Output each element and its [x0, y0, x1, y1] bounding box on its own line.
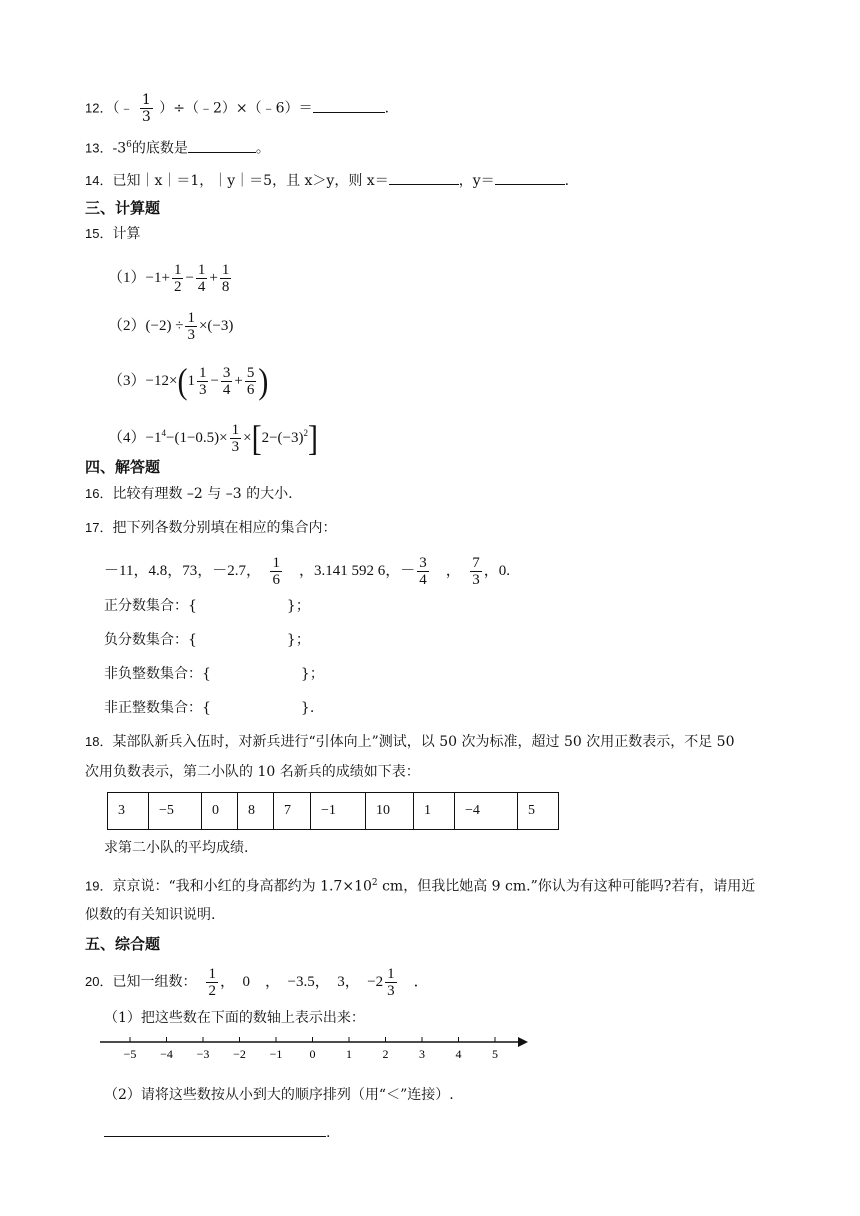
section-heading: 五、综合题 — [85, 935, 161, 953]
question-15: 15．计算 — [85, 226, 141, 242]
number-line-tick-label: 5 — [492, 1047, 498, 1061]
q20-answer-line[interactable]: . — [104, 1122, 330, 1143]
score-cell: 1 — [414, 793, 455, 830]
q15-part-2: （2）(−2) ÷ $\frac{1}{3}$ ×(−3) — [108, 310, 234, 343]
answer-blank[interactable] — [313, 98, 385, 113]
question-20: 20．已知一组数： $\frac{1}{2}$ ， 0 ， −3.5， 3， −2 $\frac{1}{3}$ ． — [85, 966, 429, 999]
number-line-tick-label: −2 — [233, 1047, 246, 1061]
number-line-tick-label: −3 — [196, 1047, 210, 1061]
question-18-line-2: 次用负数表示，第二小队的 10 名新兵的成绩如下表： — [85, 764, 420, 780]
number-line-tick-label: 2 — [382, 1047, 389, 1061]
score-cell: 8 — [238, 793, 274, 830]
number-line-tick-label: 3 — [419, 1047, 425, 1061]
set-non-positive-integers[interactable]: 非正整数集合：{ }. — [104, 700, 315, 716]
q15-part-1: （1）−1+ $\frac{1}{2}$ − $\frac{1}{4}$ + $\frac{1}{8}$ — [108, 262, 230, 295]
score-cell: 5 — [518, 793, 559, 830]
question-18-ask: 求第二小队的平均成绩. — [104, 840, 249, 856]
score-cell: −5 — [149, 793, 202, 830]
section-heading: 四、解答题 — [85, 458, 161, 476]
answer-blank-x[interactable] — [389, 170, 459, 185]
set-non-negative-integers[interactable]: 非负整数集合：{ }； — [104, 666, 324, 682]
number-line[interactable] — [100, 1030, 530, 1070]
question-13: 13．$-3^6$的底数是 。 — [85, 135, 270, 159]
number-line-tick-label: −4 — [160, 1047, 173, 1061]
number-line-tick-label: −5 — [123, 1047, 137, 1061]
q15-part-3: （3）−12×(1 $\frac{1}{3}$ − $\frac{3}{4}$ + $\frac{5}{6}$ ) — [108, 361, 269, 401]
score-cell: 10 — [366, 793, 414, 830]
answer-blank[interactable] — [188, 138, 256, 153]
number-line-tick-label: 4 — [455, 1047, 462, 1061]
score-cell: 0 — [202, 793, 238, 830]
question-12: 12．（﹣ $\frac{1}{3}$ ）÷（﹣2）×（﹣6）＝ . — [85, 92, 390, 125]
q17-numbers: －11，4.8，73，－2.7， $\frac{1}{6}$ ，3.141 592 6，－ $\frac{3}{4}$ ， $\frac{7}{3}$ ，0. — [104, 555, 511, 588]
number-line-tick-label: 1 — [346, 1047, 352, 1061]
set-positive-fractions[interactable]: 正分数集合：{ }； — [104, 598, 310, 614]
question-14: 14．已知｜x｜＝1，｜y｜＝5，且 x＞y，则 x＝ ，y＝ . — [85, 170, 569, 191]
question-19-line-2: 似数的有关知识说明. — [85, 907, 216, 923]
answer-blank — [104, 1122, 326, 1137]
answer-blank-y[interactable] — [495, 170, 565, 185]
section-heading: 三、计算题 — [85, 199, 161, 217]
question-number: 12． — [85, 100, 113, 116]
scores-table — [107, 792, 559, 830]
q20-part-2: （2）请将这些数按从小到大的顺序排列（用“＜”连接）. — [104, 1087, 454, 1103]
score-cell: −4 — [455, 793, 518, 830]
score-cell: 3 — [108, 793, 149, 830]
set-negative-fractions[interactable]: 负分数集合：{ }； — [104, 632, 310, 648]
q20-part-1: （1）把这些数在下面的数轴上表示出来： — [104, 1010, 365, 1026]
number-line-tick-label: −1 — [269, 1047, 283, 1061]
question-16: 16．比较有理数 –2 与 –3 的大小. — [85, 486, 293, 502]
question-17: 17．把下列各数分别填在相应的集合内： — [85, 520, 337, 536]
score-cell: −1 — [311, 793, 366, 830]
q15-part-4: $(4)-1^4-(1-0.5)\times$ $\frac{1}{3}$ $\times[2-(-3)^2]$ — [108, 418, 318, 458]
number-line-ticks — [124, 1037, 498, 1061]
number-line-tick-label: 0 — [309, 1047, 316, 1061]
fraction: $\frac{1}{3}$ — [141, 92, 151, 125]
question-19-line-1: 19．京京说：“我和小红的身高都约为 $1.7\times 10^2$ cm，但我比她高 9 cm.”你认为有这种可能吗?若有，请用近 — [85, 878, 756, 895]
score-cell: 7 — [274, 793, 311, 830]
arrow-right-icon — [518, 1037, 528, 1047]
question-18-line-1: 18．某部队新兵入伍时，对新兵进行“引体向上”测试，以 50 次为标准，超过 50 次用正数表示，不足 50 — [85, 734, 735, 750]
